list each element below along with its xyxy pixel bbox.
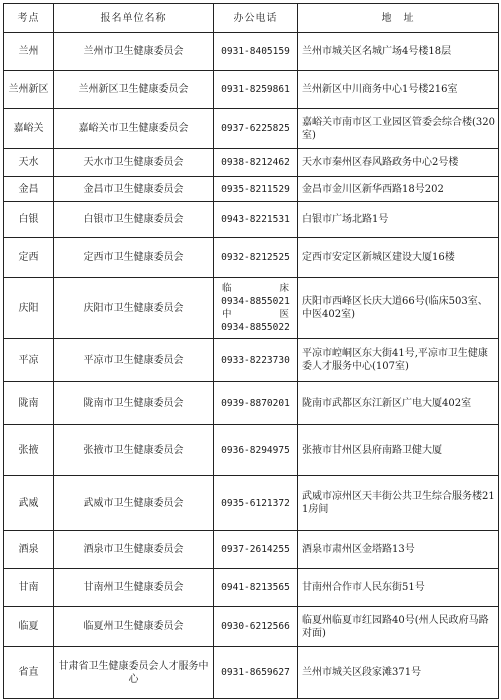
cell-phone: 0941-8213565 xyxy=(214,569,298,607)
phone-tag-clinical xyxy=(216,282,295,295)
cell-site: 武威 xyxy=(4,476,54,531)
cell-unit: 天水市卫生健康委员会 xyxy=(54,149,214,177)
table-row xyxy=(4,531,499,569)
cell-unit: 白银市卫生健康委员会 xyxy=(54,202,214,238)
cell-site: 兰州新区 xyxy=(4,71,54,109)
table-row xyxy=(4,569,499,607)
cell-phone: 0938-8212462 xyxy=(214,149,298,177)
table-row xyxy=(4,71,499,109)
cell-site: 张掖 xyxy=(4,425,54,476)
header-unit: 报名单位名称 xyxy=(54,4,214,33)
cell-phone: 0931-8259861 xyxy=(214,71,298,109)
cell-site: 天水 xyxy=(4,149,54,177)
cell-address: 甘南州合作市人民东街51号 xyxy=(298,569,499,607)
cell-unit: 庆阳市卫生健康委员会 xyxy=(54,278,214,339)
cell-unit: 兰州新区卫生健康委员会 xyxy=(54,71,214,109)
cell-unit: 兰州市卫生健康委员会 xyxy=(54,33,214,71)
cell-phone: 0932-8212525 xyxy=(214,238,298,278)
cell-address: 临夏州临夏市红园路40号(州人民政府马路对面) xyxy=(298,607,499,647)
header-phone: 办公电话 xyxy=(214,4,298,33)
cell-site: 兰州 xyxy=(4,33,54,71)
cell-site: 平凉 xyxy=(4,339,54,382)
phone-tag-tcm xyxy=(216,308,295,321)
cell-phone: 0939-8870201 xyxy=(214,382,298,425)
cell-site: 嘉峪关 xyxy=(4,109,54,149)
cell-site: 庆阳 xyxy=(4,278,54,339)
table-row xyxy=(4,177,499,202)
cell-site: 陇南 xyxy=(4,382,54,425)
table-row xyxy=(4,382,499,425)
cell-phone: 0933-8223730 xyxy=(214,339,298,382)
cell-site: 酒泉 xyxy=(4,531,54,569)
table-header-row xyxy=(4,4,499,33)
cell-unit: 临夏州卫生健康委员会 xyxy=(54,607,214,647)
table-row xyxy=(4,33,499,71)
phone-tag-char: 中 xyxy=(222,309,232,320)
table-row xyxy=(4,278,499,339)
exam-site-table xyxy=(3,3,499,699)
cell-address: 天水市秦州区春风路政务中心2号楼 xyxy=(298,149,499,177)
cell-site: 定西 xyxy=(4,238,54,278)
cell-address: 酒泉市肃州区金塔路13号 xyxy=(298,531,499,569)
header-site: 考点 xyxy=(4,4,54,33)
cell-phone: 0930-6212566 xyxy=(214,607,298,647)
cell-unit: 酒泉市卫生健康委员会 xyxy=(54,531,214,569)
phone-number-clinical: 0934-8855021 xyxy=(221,296,290,307)
cell-unit: 陇南市卫生健康委员会 xyxy=(54,382,214,425)
cell-unit: 甘南州卫生健康委员会 xyxy=(54,569,214,607)
cell-unit: 甘肃省卫生健康委员会人才服务中心 xyxy=(54,647,214,699)
phone-number-tcm: 0934-8855022 xyxy=(221,322,290,333)
cell-phone: 0931-8659627 xyxy=(214,647,298,699)
cell-address: 白银市广场北路1号 xyxy=(298,202,499,238)
phone-tag-char: 医 xyxy=(279,309,289,320)
table-row xyxy=(4,202,499,238)
cell-address: 陇南市武都区东江新区广电大厦402室 xyxy=(298,382,499,425)
cell-site: 临夏 xyxy=(4,607,54,647)
cell-site: 白银 xyxy=(4,202,54,238)
cell-phone: 0931-8405159 xyxy=(214,33,298,71)
cell-phone: 0943-8221531 xyxy=(214,202,298,238)
cell-phone: 0936-8294975 xyxy=(214,425,298,476)
cell-address: 平凉市崆峒区东大街41号,平凉市卫生健康委人才服务中心(107室) xyxy=(298,339,499,382)
table-row xyxy=(4,647,499,699)
cell-unit: 金昌市卫生健康委员会 xyxy=(54,177,214,202)
cell-address: 兰州新区中川商务中心1号楼216室 xyxy=(298,71,499,109)
phone-tag-char: 临 xyxy=(222,283,232,294)
header-address: 地 址 xyxy=(298,4,499,33)
cell-address: 张掖市甘州区县府南路卫健大厦 xyxy=(298,425,499,476)
cell-address: 金昌市金川区新华西路18号202 xyxy=(298,177,499,202)
cell-address: 定西市安定区新城区建设大厦16楼 xyxy=(298,238,499,278)
cell-phone: 0937-2614255 xyxy=(214,531,298,569)
cell-phone: 0935-8211529 xyxy=(214,177,298,202)
cell-unit: 嘉峪关市卫生健康委员会 xyxy=(54,109,214,149)
cell-phone-multi xyxy=(214,278,298,339)
cell-phone: 0937-6225825 xyxy=(214,109,298,149)
cell-site: 金昌 xyxy=(4,177,54,202)
cell-address: 庆阳市西峰区长庆大道66号(临床503室、中医402室) xyxy=(298,278,499,339)
phone-tag-char: 床 xyxy=(279,283,289,294)
cell-address: 嘉峪关市南市区工业园区管委会综合楼(320室) xyxy=(298,109,499,149)
cell-phone: 0935-6121372 xyxy=(214,476,298,531)
table-row xyxy=(4,476,499,531)
cell-address: 武威市凉州区天丰街公共卫生综合服务楼211房间 xyxy=(298,476,499,531)
cell-address: 兰州市城关区段家滩371号 xyxy=(298,647,499,699)
table-row xyxy=(4,238,499,278)
cell-address: 兰州市城关区名城广场4号楼18层 xyxy=(298,33,499,71)
cell-unit: 平凉市卫生健康委员会 xyxy=(54,339,214,382)
cell-unit: 定西市卫生健康委员会 xyxy=(54,238,214,278)
cell-unit: 张掖市卫生健康委员会 xyxy=(54,425,214,476)
table-row xyxy=(4,607,499,647)
table-row xyxy=(4,109,499,149)
table-row xyxy=(4,425,499,476)
cell-unit: 武威市卫生健康委员会 xyxy=(54,476,214,531)
table-row xyxy=(4,149,499,177)
table-row xyxy=(4,339,499,382)
cell-site: 甘南 xyxy=(4,569,54,607)
cell-site: 省直 xyxy=(4,647,54,699)
